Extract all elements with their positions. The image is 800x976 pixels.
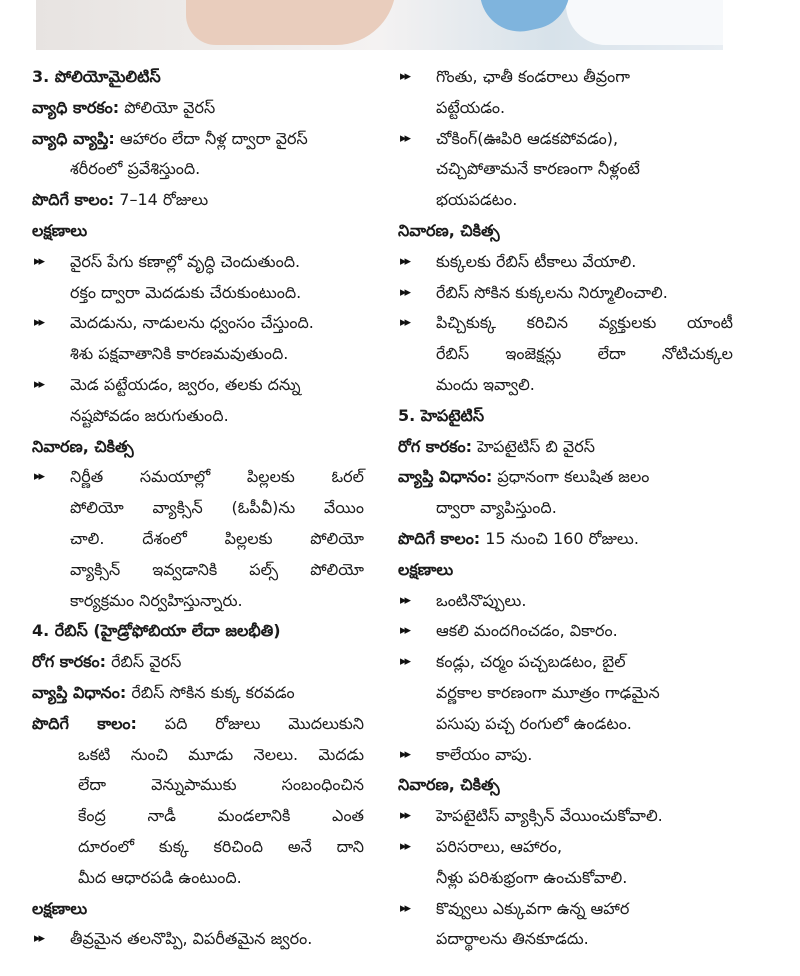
key-value-line	[32, 647, 364, 678]
text-continuation: శరీరంలో ప్రవేశిస్తుంది.	[70, 159, 201, 179]
text-continuation: దూరంలో కుక్క కరిచింది అనే దాని	[78, 836, 364, 856]
bullet-item: ▸▸ కండ్లు, చర్మం పచ్చబడటం, బైల్	[398, 647, 733, 678]
bullet-continuation: రక్తం ద్వారా మెదడుకు చేరుకుంటుంది.	[70, 282, 302, 302]
bullet-item: ▸▸ చోకింగ్(ఊపిరి ఆడకపోవడం),	[398, 124, 733, 155]
bullet-item: ▸▸ పిచ్చికుక్క కరిచిన వ్యక్తులకు యాంటీ	[398, 308, 733, 339]
bullet-item: ▸▸ గొంతు, ఛాతీ కండరాలు తీవ్రంగా	[398, 62, 733, 93]
bullet-item: ▸▸ పరిసరాలు, ఆహారం,	[398, 832, 733, 863]
section-heading: 4. రేబిస్ (హైడ్రోఫోబియా లేదా జలభీతి)	[32, 621, 281, 641]
bullet-item: ▸▸ మెదడును, నాడులను ధ్వంసం చేస్తుంది.	[32, 308, 364, 339]
bullet-item: ▸▸ వైరస్ పేగు కణాల్లో వృద్ధి చెందుతుంది.	[32, 247, 364, 278]
section-heading: నివారణ, చికిత్స	[32, 436, 134, 456]
key-value-line	[398, 524, 733, 555]
bullet-continuation: పట్టేయడం.	[436, 97, 506, 117]
bullet-continuation: చాలి. దేశంలో పిల్లలకు పోలియో	[70, 528, 364, 548]
bullet-item: ▸▸ ఆకలి మందగించడం, వికారం.	[398, 616, 733, 647]
text-continuation: లేదా వెన్నుపాముకు సంబంధించిన	[78, 775, 364, 795]
text-continuation: మీద ఆధారపడి ఉంటుంది.	[78, 867, 242, 887]
left-column	[32, 62, 364, 955]
field-label: వ్యాధి వ్యాప్తి:	[32, 128, 115, 148]
key-value-line	[398, 432, 733, 463]
field-label: పొదిగే కాలం:	[32, 190, 115, 210]
bullet-item: ▸▸ కాలేయం వాపు.	[398, 740, 733, 771]
bullet-item: ▸▸ తీవ్రమైన తలనొప్పి, విపరీతమైన జ్వరం.	[32, 924, 364, 955]
doctor-sleeve-image	[566, 0, 723, 45]
section-heading: నివారణ, చికిత్స	[398, 220, 500, 240]
right-column	[398, 62, 733, 955]
field-value: 7–14 రోజులు	[114, 190, 209, 210]
field-value: హెపటైటిస్ బి వైరస్	[471, 436, 596, 456]
bullet-continuation: పసుపు పచ్చ రంగులో ఉండటం.	[436, 713, 632, 733]
bullet-continuation: వర్ణకాల కారణంగా మూత్రం గాఢమైన	[436, 682, 660, 702]
bullet-continuation: నష్టపోవడం జరుగుతుంది.	[70, 405, 229, 425]
field-label: వ్యాధి కారకం:	[32, 97, 120, 117]
bullet-item: ▸▸ కొవ్వులు ఎక్కువగా ఉన్న ఆహార	[398, 894, 733, 925]
bullet-continuation: పదార్థాలను తినకూడదు.	[436, 929, 589, 949]
key-value-line	[32, 93, 364, 124]
text-continuation: ఒకటి నుంచి మూడు నెలలు. మెదడు	[78, 744, 364, 764]
child-arm-image	[186, 0, 396, 45]
bullet-continuation: నీళ్లు పరిశుభ్రంగా ఉంచుకోవాలి.	[436, 867, 628, 887]
bullet-item: ▸▸ హెపటైటిస్ వ్యాక్సిన్ వేయించుకోవాలి.	[398, 801, 733, 832]
bullet-continuation: వ్యాక్సిన్ ఇవ్వడానికి పల్స్ పోలియో	[70, 559, 364, 579]
bullet-continuation: శిశు పక్షవాతానికి కారణమవుతుంది.	[70, 344, 289, 364]
field-label: పొదిగే కాలం:	[32, 713, 137, 733]
bullet-continuation: రేబిస్ ఇంజెక్షన్లు లేదా నోటిచుక్కల	[436, 344, 733, 364]
key-value-line	[32, 678, 364, 709]
field-value: రేబిస్ వైరస్	[105, 652, 182, 672]
bullet-continuation: చచ్చిపోతామనే కారణంగా నీళ్లంటే	[436, 159, 640, 179]
field-value: పోలియో వైరస్	[119, 97, 216, 117]
field-label: పొదిగే కాలం:	[398, 528, 481, 548]
key-value-line	[32, 185, 364, 216]
field-value: 15 నుంచి 160 రోజులు.	[480, 528, 639, 548]
medical-glove-image	[481, 0, 577, 39]
bullet-continuation: భయపడటం.	[436, 190, 518, 210]
bullet-continuation: పోలియో వ్యాక్సిన్ (ఓపీవీ)ను వేయిం	[70, 498, 364, 518]
section-heading: లక్షణాలు	[32, 220, 88, 240]
bullet-item: ▸▸ నిర్ణీత సమయాల్లో పిల్లలకు ఓరల్	[32, 462, 364, 493]
section-heading: 3. పోలియోమైలిటిస్	[32, 67, 161, 86]
header-photo	[36, 0, 723, 50]
section-heading: లక్షణాలు	[32, 898, 88, 918]
bullet-item: ▸▸ మెడ పట్టేయడం, జ్వరం, తలకు దన్ను	[32, 370, 364, 401]
field-value: ప్రధానంగా కలుషిత జలం	[492, 467, 650, 487]
bullet-item: ▸▸ రేబిస్ సోకిన కుక్కలను నిర్మూలించాలి.	[398, 278, 733, 309]
key-value-line	[32, 709, 364, 740]
bullet-continuation: కార్యక్రమం నిర్వహిస్తున్నారు.	[70, 590, 243, 610]
bullet-continuation: మందు ఇవ్వాలి.	[436, 374, 535, 394]
section-heading: నివారణ, చికిత్స	[398, 775, 500, 795]
key-value-line	[32, 124, 364, 155]
text-continuation: కేంద్ర నాడీ మండలానికి ఎంత	[78, 806, 364, 826]
bullet-item: ▸▸ ఒంటినొప్పులు.	[398, 586, 733, 617]
field-label: రోగ కారకం:	[398, 436, 472, 456]
field-value: రేబిస్ సోకిన కుక్క కరవడం	[126, 682, 295, 702]
field-value: పది రోజులు మొదలుకుని	[136, 713, 364, 733]
text-continuation: ద్వారా వ్యాపిస్తుంది.	[436, 498, 557, 518]
field-label: రోగ కారకం:	[32, 652, 106, 672]
bullet-item: ▸▸ కుక్కలకు రేబిస్ టీకాలు వేయాలి.	[398, 247, 733, 278]
key-value-line	[398, 462, 733, 493]
section-heading: 5. హెపటైటిస్	[398, 405, 485, 425]
field-value: ఆహారం లేదా నీళ్ల ద్వారా వైరస్	[114, 128, 308, 148]
section-heading: లక్షణాలు	[398, 559, 454, 579]
field-label: వ్యాప్తి విధానం:	[32, 682, 127, 702]
field-label: వ్యాప్తి విధానం:	[398, 467, 493, 487]
